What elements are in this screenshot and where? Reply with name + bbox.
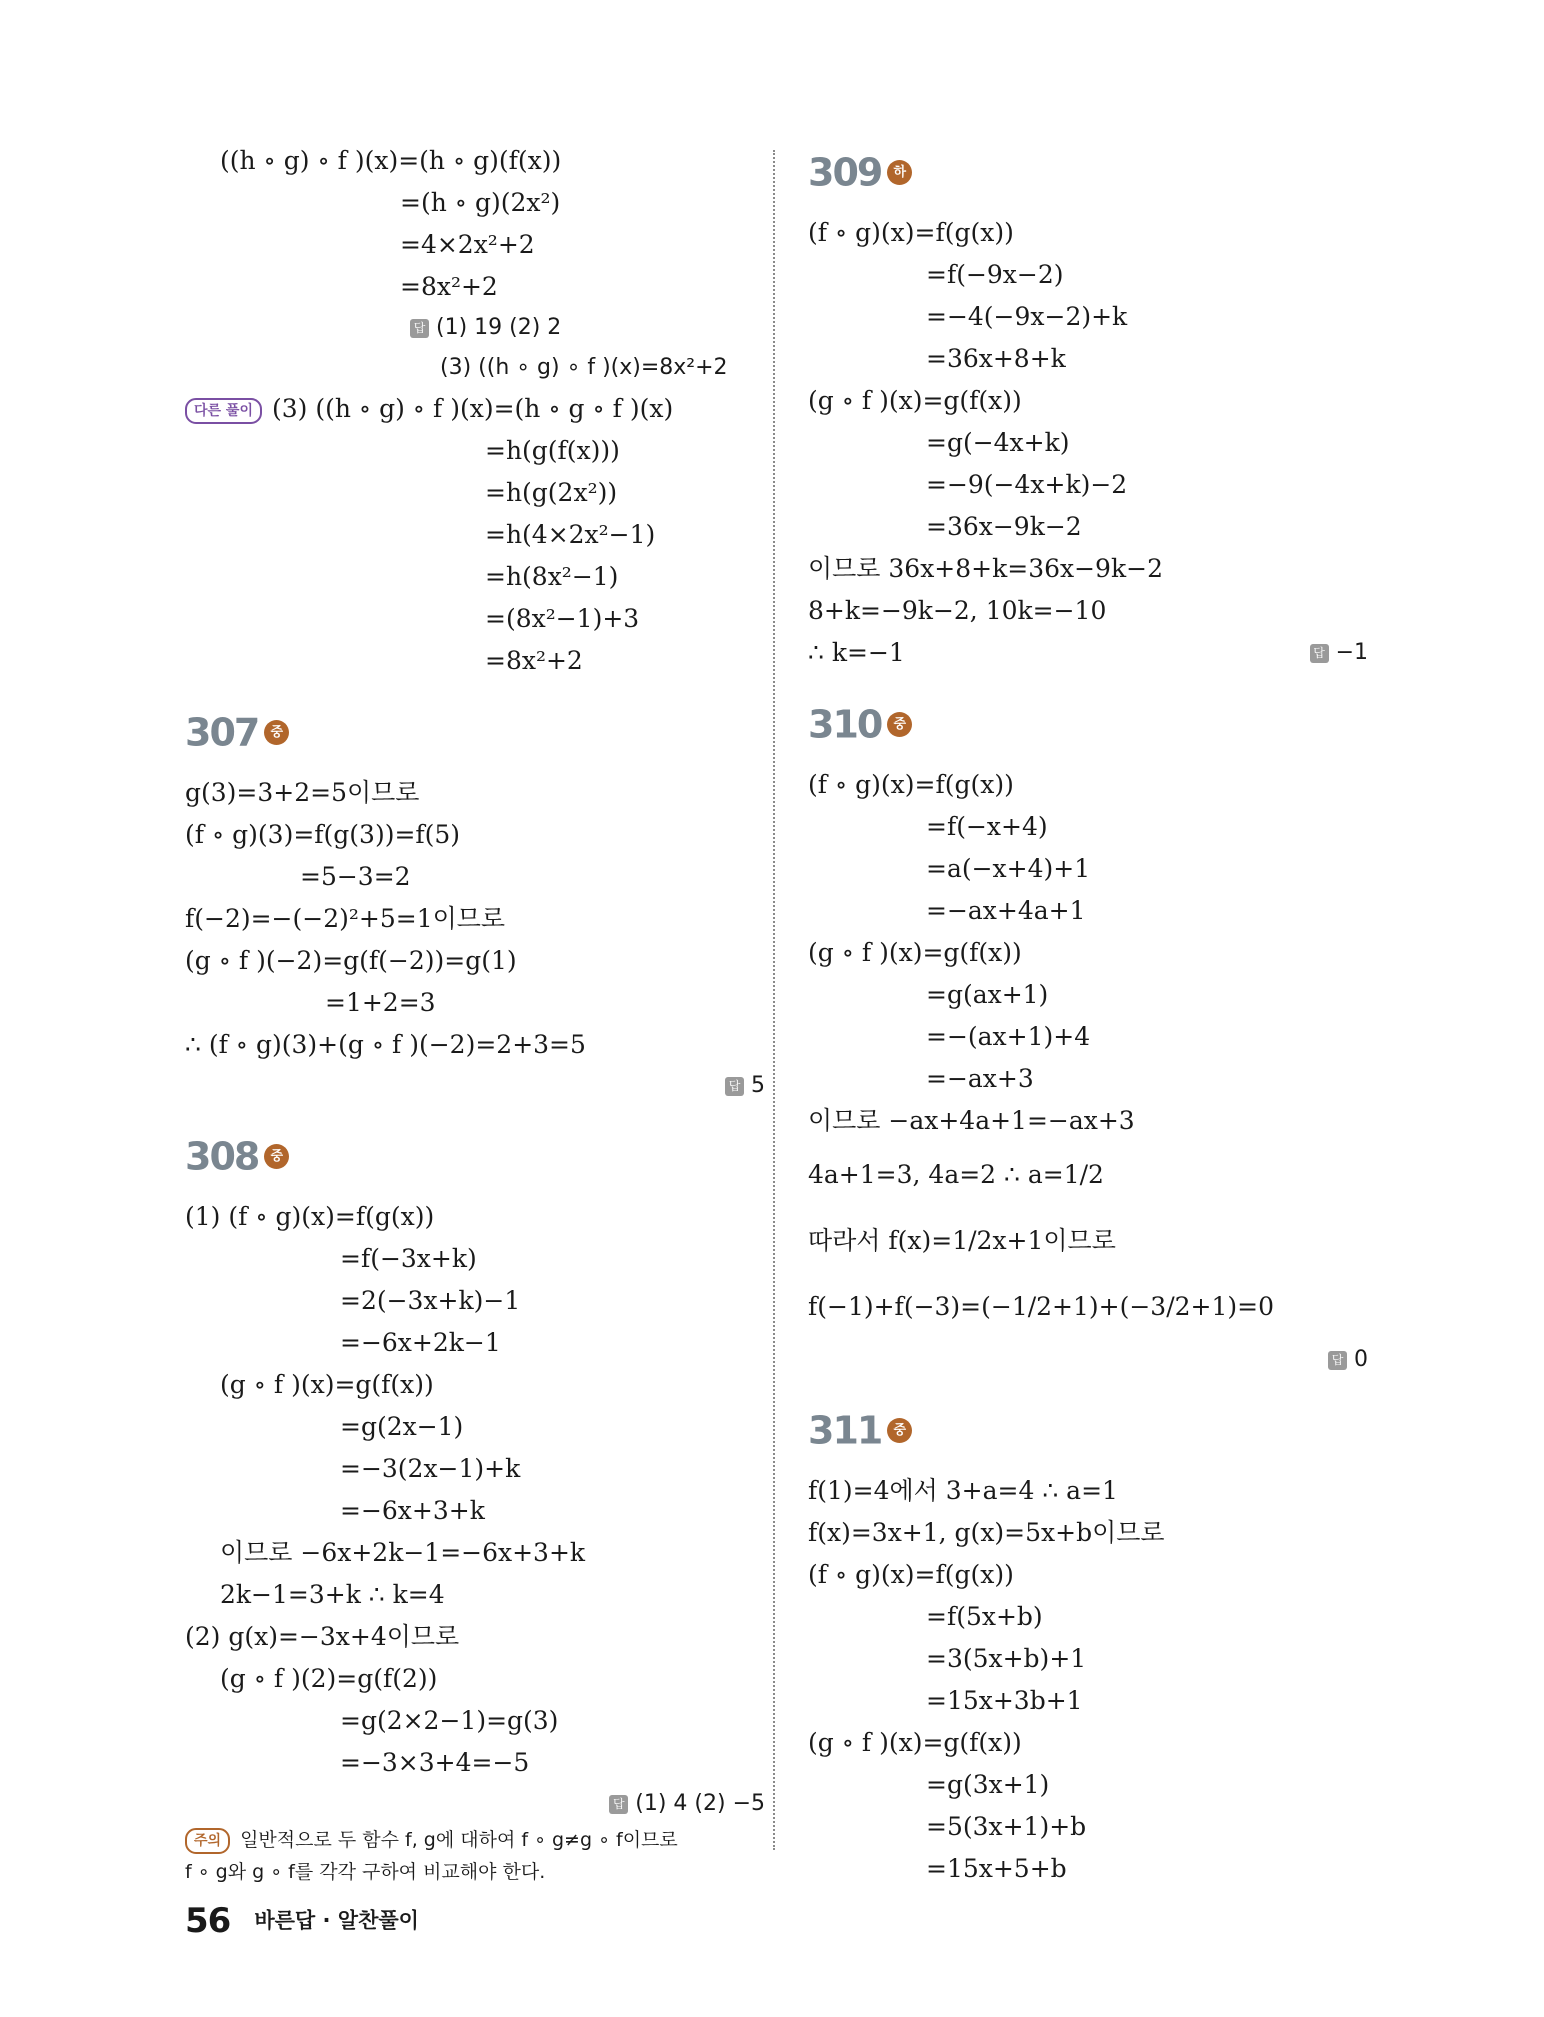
answer-text: 0 (1354, 1347, 1368, 1372)
math-line: =f(−3x+k) (340, 1244, 477, 1273)
difficulty-badge: 중 (264, 1144, 289, 1169)
answer-mark-icon: 답 (410, 319, 429, 338)
page-number: 56 (185, 1900, 231, 1941)
math-line: f(1)=4에서 3+a=4 ∴ a=1 (808, 1476, 1118, 1505)
answer-306-a (185, 308, 765, 348)
answer-text: (1) 4 (2) −5 (635, 1791, 765, 1816)
math-line: =−3(2x−1)+k (340, 1454, 521, 1483)
math-line: =8x²+2 (400, 272, 498, 301)
problem-307-header (185, 700, 765, 764)
difficulty-badge: 하 (887, 160, 912, 185)
problem-309-header (808, 140, 1368, 204)
answer-mark-icon: 답 (1310, 644, 1329, 663)
math-line: =4×2x²+2 (400, 230, 535, 259)
math-line: =3(5x+b)+1 (926, 1644, 1087, 1673)
math-line: =−9(−4x+k)−2 (926, 470, 1128, 499)
answer-310 (808, 1340, 1368, 1380)
math-line: ∴ (f ∘ g)(3)+(g ∘ f )(−2)=2+3=5 (185, 1030, 586, 1059)
answer-text: −1 (1335, 640, 1368, 665)
answer-mark-icon: 답 (609, 1795, 628, 1814)
answer-mark-icon: 답 (1328, 1351, 1347, 1370)
problem-number: 311 (808, 1408, 882, 1453)
math-line: (g ∘ f )(x)=g(f(x)) (808, 1728, 1022, 1757)
math-line: (g ∘ f )(x)=g(f(x)) (808, 386, 1022, 415)
answer-text: 5 (751, 1073, 765, 1098)
book-section-label: 바른답 · 알찬풀이 (254, 1908, 419, 1933)
math-line: =g(3x+1) (926, 1770, 1050, 1799)
right-column (808, 140, 1368, 1890)
answer-309 (1310, 632, 1368, 674)
answer-text: (1) 19 (2) 2 (436, 315, 562, 340)
math-line: 따라서 f(x)=1/2x+1이므로 (808, 1226, 1116, 1255)
math-line: =1+2=3 (325, 988, 436, 1017)
note-text: 일반적으로 두 함수 f, g에 대하여 f ∘ g≠g ∘ f이므로 (240, 1829, 678, 1851)
math-line: f(x)=3x+1, g(x)=5x+b이므로 (808, 1518, 1165, 1547)
math-line-with-answer (808, 632, 1368, 674)
problem-308-header (185, 1124, 765, 1188)
math-line: ((h ∘ g) ∘ f )(x)=(h ∘ g)(f(x)) (220, 146, 562, 175)
math-line: =−6x+2k−1 (340, 1328, 501, 1357)
problem-number: 309 (808, 150, 882, 195)
math-line: (g ∘ f )(−2)=g(f(−2))=g(1) (185, 946, 517, 975)
math-line: (2) g(x)=−3x+4이므로 (185, 1622, 460, 1651)
math-line: =g(2×2−1)=g(3) (340, 1706, 559, 1735)
math-line: (f ∘ g)(x)=f(g(x)) (808, 770, 1014, 799)
math-line: 이므로 −6x+2k−1=−6x+3+k (220, 1538, 586, 1567)
math-line: =−ax+3 (926, 1064, 1034, 1093)
answer-308 (185, 1784, 765, 1824)
alt-solution-tag: 다른 풀이 (185, 398, 262, 424)
problem-310-header (808, 692, 1368, 756)
math-line: =g(ax+1) (926, 980, 1049, 1009)
left-column (185, 140, 765, 1888)
math-line: (f ∘ g)(x)=f(g(x)) (808, 1560, 1014, 1589)
math-line: 4a+1=3, 4a=2 ∴ a=1/2 (808, 1160, 1104, 1189)
caution-note (185, 1824, 765, 1856)
math-line: =−(ax+1)+4 (926, 1022, 1091, 1051)
math-line: =h(g(2x²)) (485, 478, 618, 507)
math-line: (f ∘ g)(3)=f(g(3))=f(5) (185, 820, 461, 849)
math-line: =f(−x+4) (926, 812, 1048, 841)
math-line: (f ∘ g)(x)=f(g(x)) (808, 218, 1014, 247)
difficulty-badge: 중 (887, 1418, 912, 1443)
math-line: =h(g(f(x))) (485, 436, 620, 465)
math-line: =−3×3+4=−5 (340, 1748, 530, 1777)
alt-solution-line (185, 388, 765, 430)
caution-tag: 주의 (185, 1828, 230, 1854)
math-line: =(h ∘ g)(2x²) (400, 188, 561, 217)
math-line: =8x²+2 (485, 646, 583, 675)
math-line: (1) (f ∘ g)(x)=f(g(x)) (185, 1202, 435, 1231)
answer-mark-icon: 답 (725, 1077, 744, 1096)
math-line: (g ∘ f )(2)=g(f(2)) (220, 1664, 438, 1693)
answer-307 (185, 1066, 765, 1106)
math-line: =h(4×2x²−1) (485, 520, 656, 549)
math-line: f(−1)+f(−3)=(−1/2+1)+(−3/2+1)=0 (808, 1292, 1275, 1321)
math-line: (3) ((h ∘ g) ∘ f )(x)=(h ∘ g ∘ f )(x) (271, 394, 674, 423)
math-line: =f(−9x−2) (926, 260, 1064, 289)
problem-number: 308 (185, 1134, 259, 1179)
math-line: ∴ k=−1 (808, 638, 905, 667)
math-line: (g ∘ f )(x)=g(f(x)) (808, 938, 1022, 967)
math-line: =−ax+4a+1 (926, 896, 1086, 925)
math-line: =15x+3b+1 (926, 1686, 1083, 1715)
problem-311-header (808, 1398, 1368, 1462)
math-line: (g ∘ f )(x)=g(f(x)) (220, 1370, 434, 1399)
difficulty-badge: 중 (264, 720, 289, 745)
math-line: g(3)=3+2=5이므로 (185, 778, 420, 807)
page-footer (185, 1895, 419, 1945)
math-line: 2k−1=3+k ∴ k=4 (220, 1580, 445, 1609)
math-line: =g(−4x+k) (926, 428, 1070, 457)
math-line: =15x+5+b (926, 1854, 1067, 1883)
answer-306-b: (3) ((h ∘ g) ∘ f )(x)=8x²+2 (440, 355, 728, 380)
math-line: =5−3=2 (300, 862, 411, 891)
math-line: =(8x²−1)+3 (485, 604, 640, 633)
math-line: =36x−9k−2 (926, 512, 1082, 541)
math-line: =g(2x−1) (340, 1412, 464, 1441)
math-line: =−6x+3+k (340, 1496, 485, 1525)
math-line: 이므로 −ax+4a+1=−ax+3 (808, 1106, 1135, 1135)
math-line: f(−2)=−(−2)²+5=1이므로 (185, 904, 506, 933)
math-line: =a(−x+4)+1 (926, 854, 1091, 883)
math-line: =−4(−9x−2)+k (926, 302, 1128, 331)
math-line: =36x+8+k (926, 344, 1066, 373)
math-line: =h(8x²−1) (485, 562, 619, 591)
math-line: 이므로 36x+8+k=36x−9k−2 (808, 554, 1163, 583)
math-line: =5(3x+1)+b (926, 1812, 1087, 1841)
math-line: =2(−3x+k)−1 (340, 1286, 521, 1315)
math-line: 8+k=−9k−2, 10k=−10 (808, 596, 1107, 625)
note-text: f ∘ g와 g ∘ f를 각각 구하여 비교해야 한다. (185, 1861, 546, 1883)
column-divider (773, 150, 775, 1850)
problem-number: 310 (808, 702, 882, 747)
problem-number: 307 (185, 710, 259, 755)
difficulty-badge: 중 (887, 712, 912, 737)
math-line: =f(5x+b) (926, 1602, 1043, 1631)
